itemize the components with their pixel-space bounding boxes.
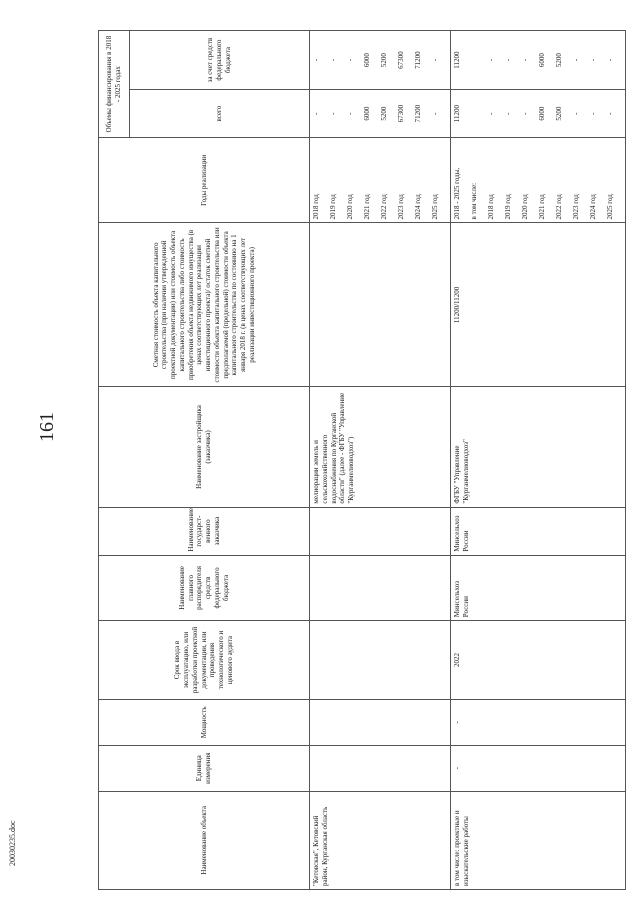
cell-object-name: в том числе: проектные и изыскательские работы [451,791,626,889]
table-row [451,31,626,890]
year-label: 2019 год [504,194,512,220]
federal-value: 5200 [555,53,563,68]
cell-unit: - [451,745,626,791]
table-row [310,31,451,890]
federal-value: - [487,58,495,62]
total-value: - [572,112,580,115]
year-label: 2022 год [380,194,388,220]
total-value: 6000 [538,106,546,121]
footer-filename: 20030235.doc [8,820,17,866]
total-value: 11200 [453,105,461,123]
federal-value: - [589,58,597,62]
year-label: 2023 год [572,194,580,220]
federal-value: 5200 [380,53,388,68]
total-value: - [431,112,439,115]
year-label: в том числе: [470,182,478,220]
header-chief-administrator: Наименование главного распорядителя средств федерального бюджета [99,555,310,621]
year-label: 2018 год [312,194,320,220]
cell-state-customer: Минсельхоз России [451,507,626,555]
document-sheet [98,30,614,890]
total-value: 67300 [397,104,405,123]
year-label: 2021 год [363,194,371,220]
header-estimated-cost: Сметная стоимость объекта капитального строительства (при наличии утвержденной проектной документации) или стоимость объекта капитального строительства либо стоимость приобретения объекта недвижимого имущества (в ценах соответствующих лет реализации инвестиционного проекта)/ остаток сметной стоимости объекта капитального строительства или предполагаемой (предельной) стоимости объекта капитального строительства по состоянию на 1 января 2018 г. (в ценах соответствующих лет реализации инвестиционного проекта) [99,223,310,387]
cell-unit [310,745,451,791]
year-label: 2021 год [538,194,546,220]
year-label: 2020 год [521,194,529,220]
header-funding-group: Объемы финансирования в 2018 - 2025 годах [99,31,130,138]
year-label: 2018 год [487,194,495,220]
federal-value: 11200 [453,51,461,69]
federal-value: 6000 [363,53,371,68]
header-object-name: Наименование объекта [99,791,310,889]
federal-value [470,34,487,86]
page-number: 161 [36,412,58,442]
total-value: - [487,112,495,115]
financing-table [98,30,626,890]
year-label: 2025 год [606,194,614,220]
cell-chief-administrator: Минсельхоз России [451,555,626,621]
total-value: 5200 [555,106,563,121]
total-value: - [504,112,512,115]
header-total: всего [130,90,310,138]
cell-total [310,90,451,138]
federal-value: - [606,58,614,62]
total-value: - [589,112,597,115]
header-unit: Единица измерения [99,745,310,791]
cell-years [310,138,451,223]
federal-value: 71200 [414,51,422,69]
year-label: 2020 год [346,194,354,220]
header-commission-deadline: Срок ввода в эксплуатацию, или разработки проектной документации, или проведения технологического и ценового аудита [99,621,310,700]
cell-capacity: - [451,699,626,745]
year-label: 2019 год [329,194,337,220]
year-label: 2024 год [589,194,597,220]
year-label: 2018 - 2025 годы, [453,167,461,220]
header-years: Годы реализации [99,138,310,223]
federal-value: 6000 [538,53,546,68]
year-label: 2025 год [431,194,439,220]
year-label: 2024 год [414,194,422,220]
cell-capacity [310,699,451,745]
federal-value: - [572,58,580,62]
federal-value: - [346,58,354,62]
year-label: 2023 год [397,194,405,220]
table-header-row [99,31,130,890]
header-federal: за счет средств федерального бюджета [130,31,310,90]
federal-value: - [504,58,512,62]
year-label: 2022 год [555,194,563,220]
total-value: - [606,112,614,115]
cell-developer: ФГБУ "Управление "Курганмелиоводхоз" [451,387,626,507]
header-capacity: Мощность [99,699,310,745]
cell-federal [310,31,451,90]
cell-state-customer [310,507,451,555]
total-value [470,93,487,134]
cell-object-name: "Кетовская", Кетовский район, Курганская область [310,791,451,889]
cell-estimated-cost: 11200/11200 [451,223,626,387]
header-state-customer: Наименование государст-венного заказчика [99,507,310,555]
cell-estimated-cost [310,223,451,387]
federal-value: - [431,58,439,62]
cell-total [451,90,626,138]
cell-commission-deadline [310,621,451,700]
cell-developer: мелиорации земель и сельскохозяйственного водоснабжения по Курганской области" (далее - ФГБУ "Управление "Курганмелиоводхоз") [310,387,451,507]
federal-value: - [329,58,337,62]
cell-commission-deadline: 2022 [451,621,626,700]
total-value: - [329,112,337,115]
federal-value: - [312,58,320,62]
federal-value: - [521,58,529,62]
total-value: - [346,112,354,115]
total-value: - [521,112,529,115]
cell-federal [451,31,626,90]
total-value: 5200 [380,106,388,121]
cell-years [451,138,626,223]
header-developer: Наименование застройщика (заказчика) [99,387,310,507]
total-value: - [312,112,320,115]
total-value: 71200 [414,104,422,123]
total-value: 6000 [363,106,371,121]
cell-chief-administrator [310,555,451,621]
federal-value: 67300 [397,51,405,69]
